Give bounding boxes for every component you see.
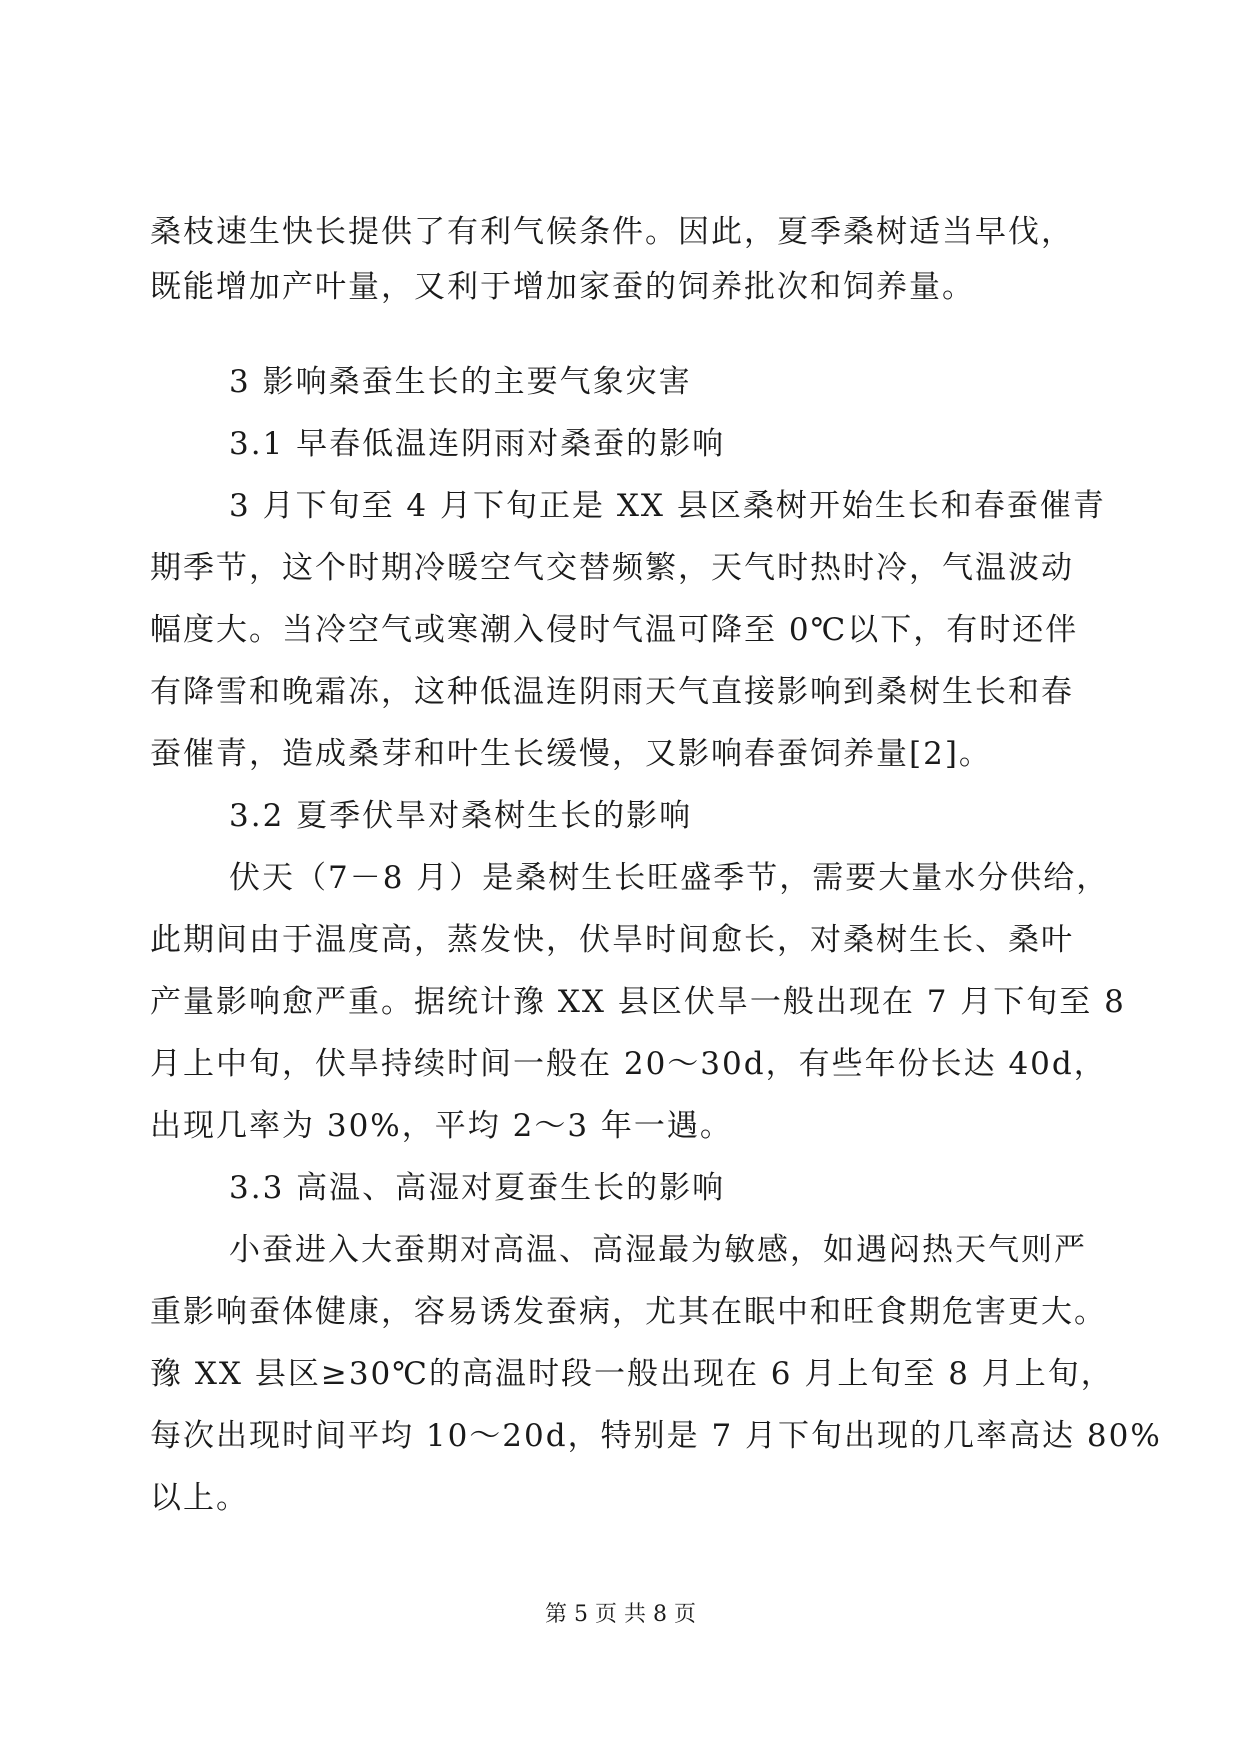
body-line-7: 幅度大。当冷空气或寒潮入侵时气温可降至 0℃以下，有时还伴: [150, 612, 1079, 648]
subsection-heading-3-2: 3.2 夏季伏旱对桑树生长的影响: [229, 798, 693, 834]
subsection-heading-3-1: 3.1 早春低温连阴雨对桑蚕的影响: [229, 426, 726, 462]
body-line-9: 蚕催青，造成桑芽和叶生长缓慢，又影响春蚕饲养量[2]。: [150, 736, 992, 772]
body-line-8: 有降雪和晚霜冻，这种低温连阴雨天气直接影响到桑树生长和春: [150, 674, 1074, 710]
body-line-19: 豫 XX 县区≥30℃的高温时段一般出现在 6 月上旬至 8 月上旬，: [150, 1356, 1114, 1392]
body-line-11: 伏天（7－8 月）是桑树生长旺盛季节，需要大量水分供给，: [229, 860, 1110, 896]
body-line-12: 此期间由于温度高，蒸发快，伏旱时间愈长，对桑树生长、桑叶: [150, 922, 1074, 958]
body-line-17: 小蚕进入大蚕期对高温、高湿最为敏感，如遇闷热天气则严: [229, 1232, 1087, 1268]
subsection-heading-3-3: 3.3 高温、高湿对夏蚕生长的影响: [229, 1170, 726, 1206]
body-line-18: 重影响蚕体健康，容易诱发蚕病，尤其在眠中和旺食期危害更大。: [150, 1294, 1107, 1330]
body-line-13: 产量影响愈严重。据统计豫 XX 县区伏旱一般出现在 7 月下旬至 8: [150, 984, 1126, 1020]
page-number-label: 第 5 页 共 8 页: [545, 1602, 696, 1627]
body-line-14: 月上中旬，伏旱持续时间一般在 20～30d，有些年份长达 40d，: [150, 1046, 1107, 1082]
section-heading-3: 3 影响桑蚕生长的主要气象灾害: [229, 364, 692, 400]
body-line-5: 3 月下旬至 4 月下旬正是 XX 县区桑树开始生长和春蚕催青: [229, 488, 1106, 524]
body-line-15: 出现几率为 30%，平均 2～3 年一遇。: [150, 1108, 733, 1144]
page-footer: [0, 1600, 1241, 1630]
body-line-1: 桑枝速生快长提供了有利气候条件。因此，夏季桑树适当早伐，: [150, 214, 1074, 250]
body-line-2: 既能增加产叶量，又利于增加家蚕的饲养批次和饲养量。: [150, 269, 975, 305]
body-line-21: 以上。: [150, 1480, 249, 1516]
body-line-6: 期季节，这个时期冷暖空气交替频繁，天气时热时冷，气温波动: [150, 550, 1074, 586]
body-line-20: 每次出现时间平均 10～20d，特别是 7 月下旬出现的几率高达 80%: [150, 1418, 1162, 1454]
